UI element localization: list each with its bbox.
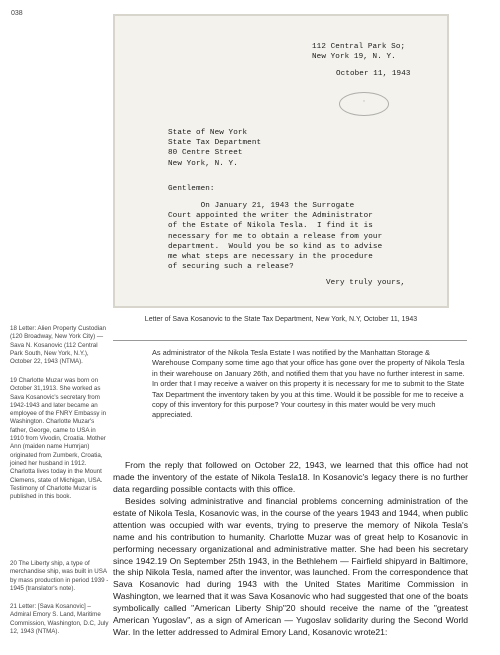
- footnote-number: 20: [10, 560, 17, 567]
- footnote-text: Charlotte Muzar was born on October 31,1913. She worked as Sava Kosanovic's secretary from 1942-1943 and later became an employee of the FNRY Embassy in Washington. Charlotte Muzar's father, George, came to USA in 1910 from Vivodin, Croatia. Mother Ann (maiden name Humrjan) originated from Zumberk, Croatia, joined her husband in 1912. Charlotta lives today in the Mount Clemens, state of Michigan, USA. Testimony of Charlotte Muzar is published in this book.: [10, 377, 107, 501]
- letter-body: On January 21, 1943 the Surrogate Court appointed the writer the Administrator of the Estate of Nikola Tesla. I find it is necessary for me to obtain a release from your department. Would you be so kind as to advise me what steps are necessary in the procedure of securing such a release?: [168, 202, 383, 272]
- quoted-letter: As administrator of the Nikola Tesla Estate I was notified by the Manhattan Storage & Warehouse Company some time ago that your office has gone over the property of Nikola Tesla in their warehouse on January 26th, and notified them that you have no further interest in same. In order that I may receive a waiver on this property it is necessary for me to submit to the State Tax Department the inventory taken by you at this time. Would it be possible for me to receive a copy of this inventory for this purpose? Your courtesy in this mater would be very much appreciated.: [152, 348, 465, 420]
- letter-photograph: [113, 14, 449, 308]
- footnote-text: Letter: Alien Property Custodian (120 Broadway, New York City) — Sava N. Kosanovic (112 Central Park South, New York, N.Y.), October 22, 1943 (NTMA).: [10, 325, 106, 366]
- paragraph-2: Besides solving administrative and financial problems concerning administration of the estate of Nikola Tesla, Kosanovic was, in the course of the years 1943 and 1944, when public attention was occupied with war events, trying to preserve the memory of Nikola Tesla's name and his contribution to humanity. Charlotte Muzar was of great help to Kosanovic in performing necessary organizational and administrative matter. She had been his secretary since 1942.19 On September 25th 1943, in the Bethlehem — Fairfield shipyard in Baltimore, the ship Nikola Tesla, named after the inventor, was launched. From the correspondence that Sava Kosanovic had during 1943 with the United States Maritime Commission in Washington, we learned that it was Sava Kosanovic who had suggested that one of the boats symbolically called "American Liberty Ship"20 should receive the name of the "greatest American Yugoslav", as a sign of American — Yugoslav solidarity during the Second World War. In the letter addressed to Admiral Emory Land, Kosanovic wrote21:: [113, 496, 468, 637]
- letter-date: October 11, 1943: [336, 70, 411, 78]
- footnote-20: [10, 560, 110, 593]
- footnote-number: 21: [10, 603, 17, 610]
- letter-paper: [113, 14, 449, 308]
- footnote-18: [10, 325, 110, 366]
- received-stamp: ○: [339, 92, 389, 116]
- figure-caption: Letter of Sava Kosanovic to the State Tax Department, New York, N.Y, October 11, 1943: [144, 316, 418, 323]
- divider: [113, 340, 467, 341]
- footnote-21: [10, 603, 110, 636]
- page-number: 038: [11, 10, 23, 17]
- footnote-number: 18: [10, 325, 17, 332]
- salutation: Gentlemen:: [168, 185, 215, 193]
- footnote-text: Letter: [Sava Kosanovic] – Admiral Emory S. Land, Maritime Commission, Washington, D.C, July 12, 1943 (NTMA).: [10, 603, 109, 635]
- footnote-19: [10, 377, 110, 501]
- footnote-text: The Liberty ship, a type of merchandise ship, was built in USA by mass production in period 1939 - 1945 (translator's note).: [10, 560, 109, 592]
- sender-address: 112 Central Park So; New York 19, N. Y.: [312, 43, 406, 62]
- letter-closing: Very truly yours,: [326, 279, 406, 287]
- footnote-number: 19: [10, 377, 17, 384]
- paragraph-1: From the reply that followed on October 22, 1943, we learned that this office had not made the inventory of the estate of Nikola Tesla18. In Kosanovic's legacy there is no further data regarding possible contacts with this office.: [113, 460, 468, 494]
- recipient-address: State of New York State Tax Department 80 Centre Street New York, N. Y.: [168, 129, 262, 168]
